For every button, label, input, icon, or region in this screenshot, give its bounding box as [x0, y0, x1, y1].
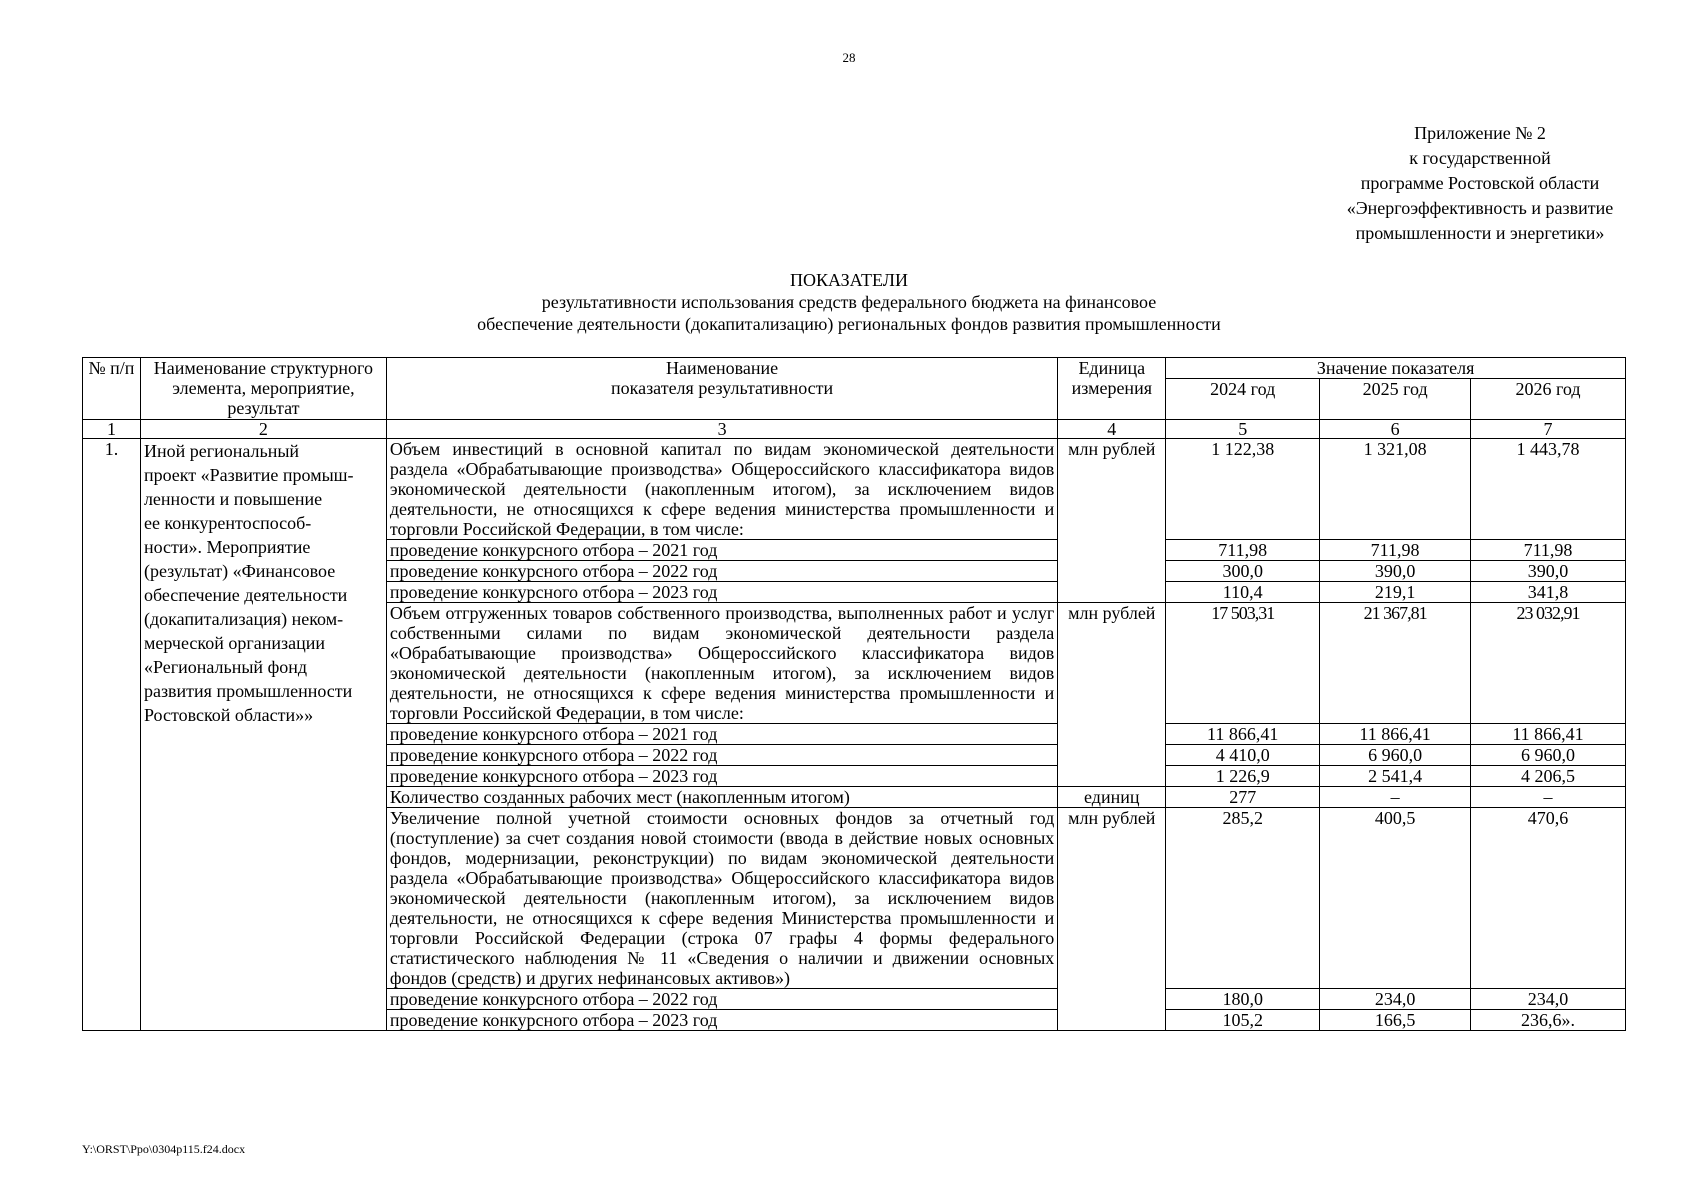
column-number: 4 — [1058, 420, 1166, 439]
appendix-block — [1300, 121, 1660, 246]
value-2026: – — [1471, 787, 1626, 808]
appendix-line: промышленности и энергетики» — [1355, 223, 1605, 243]
header-element — [140, 358, 386, 420]
document-title — [0, 269, 1698, 335]
value-2024: 17 503,31 — [1166, 603, 1320, 724]
indicator-name: проведение конкурсного отбора – 2023 год — [386, 766, 1057, 787]
value-2024: 285,2 — [1166, 808, 1320, 989]
structural-element-line: ее конкурентоспособ- — [143, 513, 312, 533]
header-element-label: Наименование структурного элемента, мероприятие, результат — [153, 358, 373, 418]
title-line: результативности использования средств федерального бюджета на финансовое — [541, 292, 1157, 312]
value-2026: 234,0 — [1471, 989, 1626, 1010]
value-2025: 1 321,08 — [1320, 439, 1471, 540]
header-year-2026: 2026 год — [1471, 379, 1626, 420]
value-2024: 277 — [1166, 787, 1320, 808]
table-row — [83, 439, 1626, 540]
row-number: 1. — [83, 439, 141, 1031]
structural-element-line: (докапитализация) неком- — [143, 609, 344, 629]
value-2025: – — [1320, 787, 1471, 808]
value-2025: 219,1 — [1320, 582, 1471, 603]
header-value-group: Значение показателя — [1166, 358, 1626, 379]
value-2024: 1 122,38 — [1166, 439, 1320, 540]
indicators-table — [82, 357, 1626, 1031]
value-2025: 390,0 — [1320, 561, 1471, 582]
header-unit-label: измерения — [1071, 378, 1152, 398]
unit-cell: млн рублей — [1058, 808, 1166, 1031]
header-indicator-label: показателя результативности — [610, 378, 834, 398]
value-2026: 11 866,41 — [1471, 724, 1626, 745]
value-2025: 234,0 — [1320, 989, 1471, 1010]
structural-element-line: обеспечение деятельности — [143, 585, 348, 605]
indicator-name: проведение конкурсного отбора – 2023 год — [386, 582, 1057, 603]
value-2026: 6 960,0 — [1471, 745, 1626, 766]
value-2026: 711,98 — [1471, 540, 1626, 561]
structural-element-line: Ростовской области»» — [143, 705, 314, 725]
unit-cell: единиц — [1058, 787, 1166, 808]
column-number: 5 — [1166, 420, 1320, 439]
indicator-name: проведение конкурсного отбора – 2022 год — [386, 745, 1057, 766]
indicator-name: проведение конкурсного отбора – 2022 год — [386, 989, 1057, 1010]
indicator-name: проведение конкурсного отбора – 2022 год — [386, 561, 1057, 582]
header-unit-label: Единица — [1078, 358, 1146, 378]
header-indicator-label: Наименование — [666, 358, 779, 378]
indicator-name: проведение конкурсного отбора – 2021 год — [386, 724, 1057, 745]
value-2025: 6 960,0 — [1320, 745, 1471, 766]
structural-element-cell — [140, 439, 386, 1031]
structural-element-line: мерческой организации — [143, 633, 325, 653]
header-num — [83, 358, 141, 420]
appendix-line: Приложение № 2 — [1414, 123, 1546, 143]
structural-element-line: «Региональный фонд — [143, 657, 308, 677]
column-number: 1 — [83, 420, 141, 439]
indicator-name: проведение конкурсного отбора – 2021 год — [386, 540, 1057, 561]
title-line: обеспечение деятельности (докапитализацию) региональных фондов развития промышленности — [477, 314, 1221, 334]
column-number: 6 — [1320, 420, 1471, 439]
header-indicator — [386, 358, 1057, 420]
value-2024: 1 226,9 — [1166, 766, 1320, 787]
header-unit — [1058, 358, 1166, 420]
unit-cell: млн рублей — [1058, 439, 1166, 603]
value-2024: 11 866,41 — [1166, 724, 1320, 745]
column-number: 2 — [140, 420, 386, 439]
value-2024: 110,4 — [1166, 582, 1320, 603]
value-2025: 166,5 — [1320, 1010, 1471, 1031]
value-2026: 470,6 — [1471, 808, 1626, 989]
header-year-2025: 2025 год — [1320, 379, 1471, 420]
value-2025: 21 367,81 — [1320, 603, 1471, 724]
file-path-footer: Y:\ORST\Ppo\0304p115.f24.docx — [82, 1142, 246, 1156]
value-2024: 4 410,0 — [1166, 745, 1320, 766]
value-2024: 300,0 — [1166, 561, 1320, 582]
column-number: 7 — [1471, 420, 1626, 439]
indicator-name: Увеличение полной учетной стоимости основных фондов за отчетный год (поступление) за счет создания новой стоимости (ввода в действие новых основных фондов, модернизации, реконструкции) по видам экономической деятельности раздела «Обрабатывающие производства» Общероссийского классификатора видов экономической деятельности (накопленным итогом), за исключением видов деятельности, не относящихся к сфере ведения Министерства промышленности и торговли Российской Федерации (строка 07 графы 4 формы федерального статистического наблюдения № 11 «Сведения о наличии и движении основных фондов (средств) и других нефинансовых активов») — [386, 808, 1057, 989]
value-2026: 4 206,5 — [1471, 766, 1626, 787]
unit-cell: млн рублей — [1058, 603, 1166, 787]
indicator-name: Количество созданных рабочих мест (накопленным итогом) — [386, 787, 1057, 808]
appendix-line: к государственной — [1409, 148, 1551, 168]
column-number: 3 — [386, 420, 1057, 439]
appendix-line: программе Ростовской области — [1360, 173, 1600, 193]
value-2026: 341,8 — [1471, 582, 1626, 603]
structural-element-line: ленности и повышение — [143, 489, 323, 509]
structural-element-line: (результат) «Финансовое — [143, 561, 336, 581]
structural-element-line: проект «Развитие промыш- — [143, 465, 354, 485]
header-num-label: № п/п — [88, 358, 135, 378]
title-heading: ПОКАЗАТЕЛИ — [790, 270, 908, 290]
value-2025: 400,5 — [1320, 808, 1471, 989]
value-2026: 1 443,78 — [1471, 439, 1626, 540]
structural-element-line: ности». Мероприятие — [143, 537, 311, 557]
indicator-name: Объем инвестиций в основной капитал по видам экономической деятельности раздела «Обрабатывающие производства» Общероссийского классификатора видов экономической деятельности (накопленным итогом), за исключением видов деятельности, не относящихся к сфере ведения министерства промышленности и торговли Российской Федерации, в том числе: — [386, 439, 1057, 540]
structural-element-line: Иной региональный — [143, 441, 300, 461]
page-number: 28 — [842, 50, 856, 65]
value-2026: 236,6». — [1471, 1010, 1626, 1031]
value-2025: 11 866,41 — [1320, 724, 1471, 745]
value-2024: 711,98 — [1166, 540, 1320, 561]
appendix-line: «Энергоэффективность и развитие — [1346, 198, 1614, 218]
indicator-name: Объем отгруженных товаров собственного производства, выполненных работ и услуг собственными силами по видам экономической деятельности раздела «Обрабатывающие производства» Общероссийского классификатора видов экономической деятельности (накопленным итогом), за исключением видов деятельности, не относящихся к сфере ведения министерства промышленности и торговли Российской Федерации, в том числе: — [386, 603, 1057, 724]
value-2025: 711,98 — [1320, 540, 1471, 561]
structural-element-line: развития промышленности — [143, 681, 353, 701]
indicator-name: проведение конкурсного отбора – 2023 год — [386, 1010, 1057, 1031]
value-2025: 2 541,4 — [1320, 766, 1471, 787]
value-2024: 105,2 — [1166, 1010, 1320, 1031]
header-year-2024: 2024 год — [1166, 379, 1320, 420]
value-2024: 180,0 — [1166, 989, 1320, 1010]
value-2026: 390,0 — [1471, 561, 1626, 582]
value-2026: 23 032,91 — [1471, 603, 1626, 724]
